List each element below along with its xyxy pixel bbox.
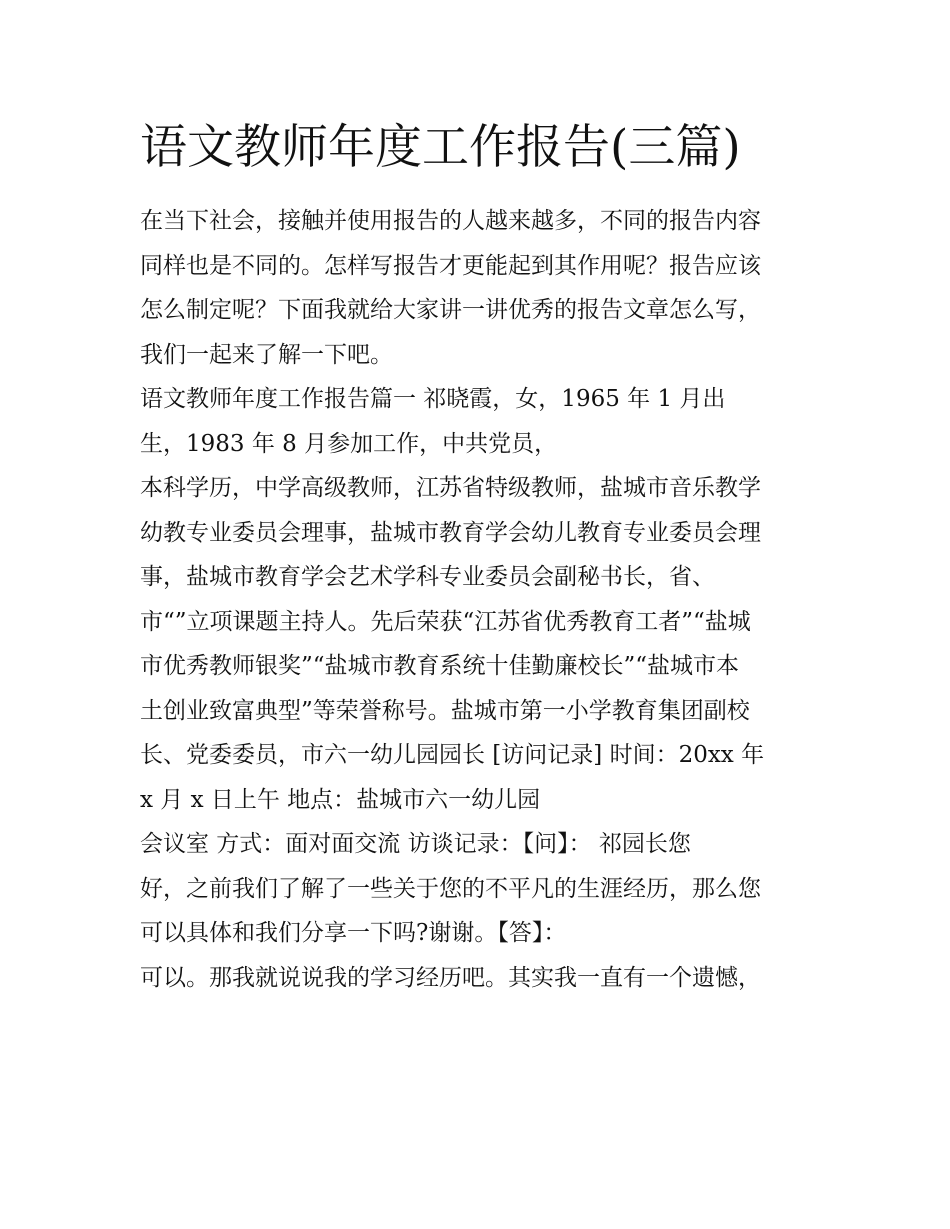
body-line: 土创业致富典型”等荣誉称号。盐城市第一小学教育集团副校 (140, 697, 750, 724)
document-body (140, 199, 820, 1000)
body-line: 在当下社会，接触并使用报告的人越来越多，不同的报告内容 (140, 208, 761, 234)
body-line: 可以具体和我们分享一下吗?谢谢。【答】： (140, 920, 567, 946)
body-line: 会议室 方式：面对面交流 访谈记录：【问】： 祁园长您 (140, 831, 691, 857)
body-line: 长、党委委员，市六一幼儿园园长 [访问记录] 时间：20xx 年 (140, 742, 765, 768)
body-line: x 月 x 日上午 地点：盐城市六一幼儿园 (140, 786, 541, 813)
document-title: 语文教师年度工作报告(三篇) (140, 120, 741, 175)
body-line: 可以。那我就说说我的学习经历吧。其实我一直有一个遗憾， (140, 964, 761, 991)
body-line: 幼教专业委员会理事，盐城市教育学会幼儿教育专业委员会理 (140, 519, 761, 546)
body-line: 同样也是不同的。怎样写报告才更能起到其作用呢？报告应该 (140, 252, 761, 279)
body-line: 市“”立项课题主持人。先后荣获“江苏省优秀教育工者”“盐城 (140, 608, 751, 635)
body-line: 怎么制定呢？下面我就给大家讲一讲优秀的报告文章怎么写， (140, 297, 761, 323)
body-line: 事，盐城市教育学会艺术学科专业委员会副秘书长，省、 (140, 564, 715, 590)
body-line: 市优秀教师银奖”“盐城市教育系统十佳勤廉校长”“盐城市本 (140, 653, 740, 679)
body-line: 本科学历，中学高级教师，江苏省特级教师，盐城市音乐教学 (140, 475, 761, 501)
body-line: 生，1983 年 8 月参加工作，中共党员， (140, 430, 558, 457)
body-line: 好，之前我们了解了一些关于您的不平凡的生涯经历，那么您 (140, 875, 761, 902)
body-line: 我们一起来了解一下吧。 (140, 341, 393, 368)
body-line: 语文教师年度工作报告篇一 祁晓霞，女，1965 年 1 月出 (140, 386, 726, 412)
